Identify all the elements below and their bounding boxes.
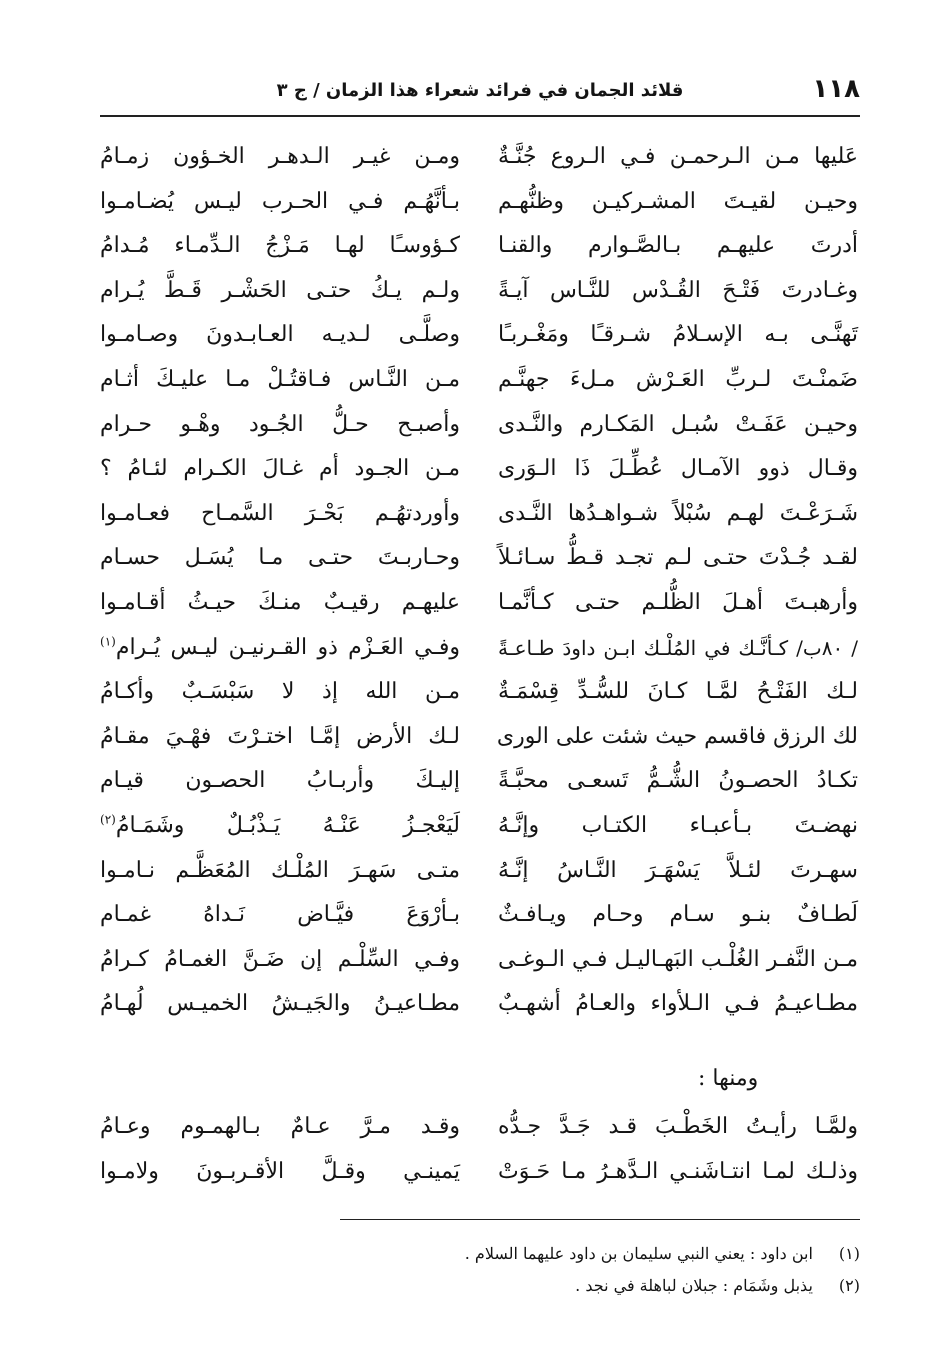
verse-line: لقـد جُـدْتَ حتـى لـم تجـد قـطُّ سـائـلاً	[498, 545, 858, 571]
verse-line: بـأنَّهُـم فـي الحـرب ليـس يُضـامـوا	[100, 188, 460, 214]
verse-line: وأوردتهُـم بَحْـرَ السَّمـاح فعـامـوا	[100, 500, 460, 526]
footnote-text: ابن داود : يعني النبي سليمان بن داود عليهما السلام .	[464, 1244, 813, 1263]
verse-line: يَمينـي وقـلَّ الأقـربـونَ ولامـوا	[100, 1158, 460, 1184]
page-number: ١١٨	[812, 74, 860, 104]
verse-text: وفـي العَـزْم ذو القـرنيـن ليـس يُـرام	[115, 634, 460, 660]
verse-line: وقـد مـرَّ عـامٌ بـالهمـوم وعـامُ	[100, 1114, 460, 1139]
book-title: قلائد الجمان في فرائد شعراء هذا الزمان / ج ٣	[276, 80, 684, 101]
verse-line: تكـادُ الحصـونُ الشُّـمُّ تَسعـى محبَّـةً	[498, 768, 858, 794]
verse-line: وأصبـح حـلُّ الجُـود وهْـو حـرام	[100, 411, 460, 437]
verse-line: وحـاربـتَ حتـى مـا يُسَـل حسـام	[100, 545, 460, 571]
verse-line: مطـاعيـمُ فـي الـلأواء والعـامُ أشهـبٌ	[498, 991, 858, 1017]
verse-line: / ٨٠ب/ كـأنَّـك في المُلْـك ابـن داودَ طـاعـةً	[498, 635, 858, 660]
footnote-text: يذبل وشَمَام : جبلان لباهلة في نجد .	[575, 1276, 813, 1295]
verse-line: سهـرتَ لئـلاَّ يَسْهَـرَ النَّـاسُ إنَّـهُ	[498, 857, 858, 883]
verse-line: وذلـك لمـا انتـاشَنـي الـدَّهـرُ مـا حَـوَتْ	[498, 1158, 858, 1184]
header-rule	[100, 115, 860, 117]
verse-line: بـأرْوَعَ فيَّـاض نَـداهُ غمـام	[100, 902, 460, 928]
verse-line	[100, 626, 460, 671]
footnote-marker: (١)	[100, 634, 116, 649]
verse-line: وقـال ذوو الآمـال عُطِّـلَ ذَا الـوَرى	[498, 456, 858, 482]
verse-line: مـن النَّـاس فـاقتُـلْ مـا عليـكَ أثـام	[100, 366, 460, 392]
verse-line: شَـرَعْـتَ لهـم سُبْلاً شـواهـدُها النَّـدى	[498, 500, 858, 526]
verse-line	[100, 804, 460, 849]
footnote-marker: (٢)	[100, 812, 116, 827]
verse-line: متـى سَهـرَ المُلْـك المُعَظَّـم نـامـوا	[100, 857, 460, 883]
verse-line: مـن الجـود أم غـالَ الكـرام لئـامُ ؟	[100, 456, 460, 482]
verse-text: لَيَعْجـزُ عَنْـهُ يَـذْبُـلٌ وشَمَـامُ	[115, 812, 460, 838]
running-head	[100, 74, 860, 114]
verse-line: وحيـن عَفَـتْ سُبـل المَكـارم والنَّـدى	[498, 411, 858, 437]
poem-column-second	[100, 135, 460, 1027]
verse-line: مطـاعيـنُ والجَيـشُ الخميـس لُهـامُ	[100, 991, 460, 1017]
verse-line: وغـادرتَ فَتْـحَ القُـدْس للنَّـاس آيـةً	[498, 277, 858, 303]
footnote	[300, 1270, 860, 1302]
poem-bottom-first	[498, 1105, 858, 1194]
verse-line: مـن النَّفـر الغُلْـب البَهـاليـل فـي الـوغـى	[498, 946, 858, 972]
verse-line: ضَمنْـتَ لـربِّ العَـرْش مـلءَ جهنَّـم	[498, 366, 858, 392]
verse-line: نهضـتَ بـأعبـاء الكتـاب وإنَّـهُ	[498, 812, 858, 838]
verse-line: وأرهبـتَ أهـلَ الظُّلـم حتـى كـأنَّمـا	[498, 589, 858, 615]
footnote-rule	[340, 1219, 860, 1220]
verse-line: مـن الله إذ لا سَبْسَـبٌ وأكـامُ	[100, 679, 460, 705]
verse-line: أدرتَ عليهـم بـالصَّـوارم والقنـا	[498, 233, 858, 259]
poem-bottom-second	[100, 1105, 460, 1194]
verse-line: تَهنَّـى بـه الإسـلامُ شـرقـًا ومَغْـربـًا	[498, 322, 858, 348]
verse-line: ولـم يـكُ حتـى الحَشْـر قَـطَّ يُـرام	[100, 277, 460, 303]
footnote-number: (٢)	[838, 1276, 860, 1295]
section-label: ومنها :	[698, 1066, 759, 1091]
verse-line: لَطـافٌ بنـو سـام وحـام ويـافـثٌ	[498, 902, 858, 928]
verse-line: عليهـم رقيـبٌ منـكَ حيـثُ أقـامـوا	[100, 589, 460, 615]
footnotes	[300, 1238, 860, 1302]
verse-line: إليـكَ وأربـابُ الحصـون قيـام	[100, 768, 460, 794]
verse-line: وفـي السِّلْـم إن ضَـنَّ الغمـامُ كـرامُ	[100, 946, 460, 972]
footnote-number: (١)	[838, 1244, 860, 1263]
verse-line: لـك الفَتْـحُ لمَّـا كـانَ للسُّـدِّ قِسْمَـةٌ	[498, 679, 858, 705]
verse-line: وحيـن لقيـتَ المشـركيـن وظنُّهـم	[498, 188, 858, 214]
verse-line: ومـن غيـر الـدهـر الخـؤون زمـامُ	[100, 144, 460, 169]
verse-line: لـك الأرض إمَّـا اختـرْتَ فهْـيَ مقـامُ	[100, 723, 460, 749]
verse-line: ولمَّـا رأيـتُ الخَطْـبَ قـد جَـدَّ جـدُّه	[498, 1114, 858, 1139]
verse-line: كـؤوسـًا لهـا مَـزْجُ الـدِّمـاء مُـدامُ	[100, 233, 460, 259]
verse-line: لك الرزق فاقسم حيث شئت على الورى	[496, 723, 858, 749]
poem-column-first	[498, 135, 858, 1027]
verse-line: وصلَّـى لـديـه العـابـدونَ وصـامـوا	[100, 322, 460, 348]
verse-line: عَليها مـن الـرحمـن فـي الـروع جُنَّـةٌ	[498, 144, 858, 169]
footnote	[300, 1238, 860, 1270]
